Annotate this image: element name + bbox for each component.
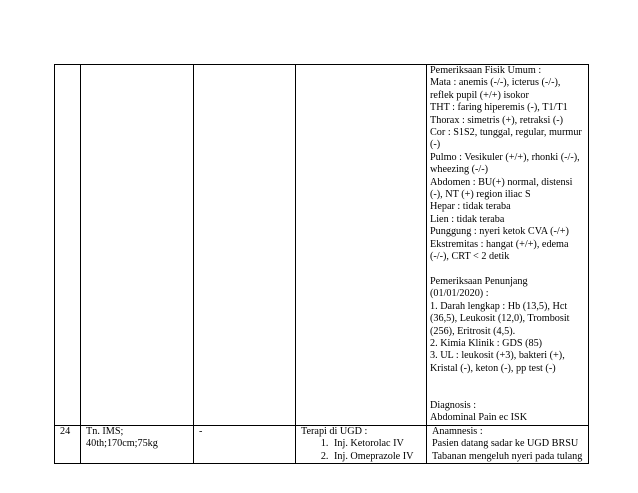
cell-number-empty bbox=[55, 65, 81, 426]
text-line: wheezing (-/-) bbox=[430, 164, 488, 176]
text-line: Pemeriksaan Penunjang bbox=[430, 275, 528, 287]
therapy-list bbox=[301, 438, 426, 463]
text-line: Abdomen : BU(+) normal, distensi bbox=[430, 176, 573, 188]
text-line: Ekstremitas : hangat (+/+), edema bbox=[430, 238, 569, 250]
cell-therapy-empty bbox=[296, 65, 427, 426]
cell-therapy bbox=[296, 425, 427, 463]
table-row bbox=[55, 65, 589, 426]
text-line: Pemeriksaan Fisik Umum : bbox=[430, 65, 542, 76]
text-line: (-), NT (+) region iliac S bbox=[430, 189, 531, 201]
text-line: reflek pupil (+/+) isokor bbox=[430, 89, 529, 101]
diagnosis-block bbox=[430, 400, 588, 425]
text-line: 1. Darah lengkap : Hb (13,5), Hct bbox=[430, 300, 568, 312]
patient-name: Tn. IMS; bbox=[86, 425, 124, 437]
diagnosis-value: Abdominal Pain ec ISK bbox=[430, 412, 528, 424]
text-line: THT : faring hiperemis (-), T1/T1 bbox=[430, 102, 568, 114]
patient-table bbox=[54, 64, 589, 464]
text-line: (-/-), CRT < 2 detik bbox=[430, 251, 510, 263]
cell-anamnesis bbox=[427, 425, 589, 463]
table-row bbox=[55, 425, 589, 463]
text-line: Pulmo : Vesikuler (+/+), rhonki (-/-), bbox=[430, 151, 580, 163]
text-line: 2. Kimia Klinik : GDS (85) bbox=[430, 337, 543, 349]
text-line: Tabanan mengeluh nyeri pada tulang bbox=[432, 450, 583, 462]
diagnosis-label: Diagnosis : bbox=[430, 399, 477, 411]
pemeriksaan-fisik-block bbox=[430, 65, 588, 264]
cell-patient-empty bbox=[81, 65, 194, 426]
text-line: Lien : tidak teraba bbox=[430, 213, 505, 225]
cell-examination bbox=[427, 65, 589, 426]
row-number: 24 bbox=[60, 425, 71, 437]
therapy-title: Terapi di UGD : bbox=[301, 425, 368, 437]
text-line: Hepar : tidak teraba bbox=[430, 201, 511, 213]
text-line: Thorax : simetris (+), retraksi (-) bbox=[430, 114, 564, 126]
cell-number bbox=[55, 425, 81, 463]
cell-col3-empty bbox=[194, 65, 296, 426]
list-item: 2. Inj. Omeprazole IV bbox=[331, 451, 426, 463]
cell-col3 bbox=[194, 425, 296, 463]
col3-value: - bbox=[199, 425, 203, 437]
anamnesis-label: Anamnesis : bbox=[432, 425, 483, 437]
list-item: 1. Inj. Ketorolac IV bbox=[331, 438, 426, 450]
text-line: Mata : anemis (-/-), icterus (-/-), bbox=[430, 77, 561, 89]
text-line: 3. UL : leukosit (+3), bakteri (+), bbox=[430, 350, 565, 362]
text-line: Cor : S1S2, tunggal, regular, murmur bbox=[430, 127, 582, 139]
patient-details: 40th;170cm;75kg bbox=[86, 438, 158, 450]
text-line: Punggung : nyeri ketok CVA (-/+) bbox=[430, 226, 569, 238]
text-line: (-) bbox=[430, 139, 441, 151]
cell-patient bbox=[81, 425, 194, 463]
text-line: (36,5), Leukosit (12,0), Trombosit bbox=[430, 313, 570, 325]
text-line: (256), Eritrosit (4,5). bbox=[430, 325, 516, 337]
text-line: Kristal (-), keton (-), pp test (-) bbox=[430, 362, 556, 374]
text-line: (01/01/2020) : bbox=[430, 288, 489, 300]
pemeriksaan-penunjang-block bbox=[430, 276, 588, 375]
text-line: Pasien datang sadar ke UGD BRSU bbox=[432, 438, 579, 450]
